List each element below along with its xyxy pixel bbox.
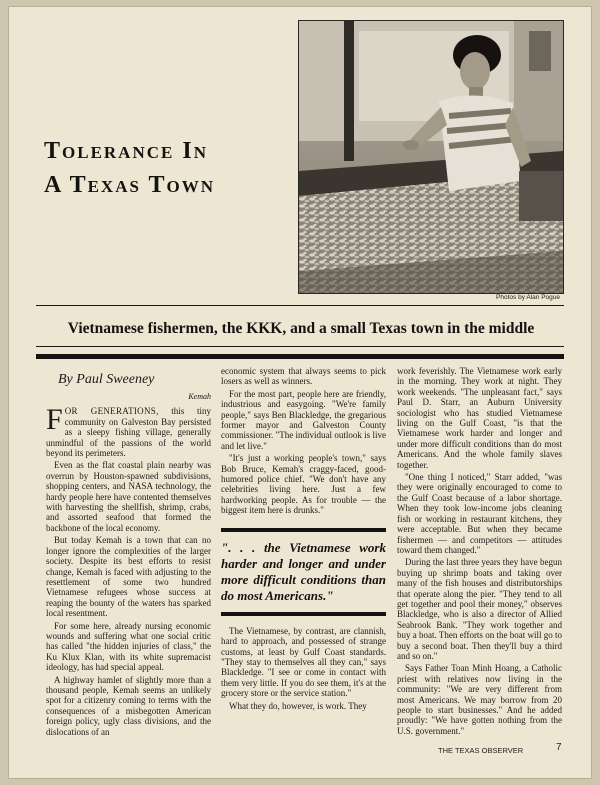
article-title (44, 134, 294, 202)
article-title-line1: Tolerance In (44, 138, 208, 164)
magazine-page (8, 6, 592, 779)
rule-above-subhead (36, 305, 564, 306)
dateline: Kemah (188, 392, 211, 401)
body-paragraph: The Vietnamese, by contrast, are clannish, hard to approach, and possessed of strange customs, at least by Gulf Coast standards. "They stay to themselves all they can," says Blackledge. "I see or come in contact with them very little. If you do see them, it's at the grocery store or the service station." (221, 625, 386, 699)
publication-name: THE TEXAS OBSERVER (438, 746, 524, 755)
lead-text: this tiny community on Galveston Bay persisted as a sleepy fishing village, generally unmindful of the passions of the world beyond its perimeters. (46, 406, 211, 459)
body-paragraph: work feverishly. The Vietnamese work early in the morning. They work at night. They work weekends. "The unpleasant fact," says Paul D. Starr, an Auburn University sociologist who has studied Vietnamese living on the Gulf Coast, "is that the Vietnamese work harder and longer and under more difficult conditions than do most Americans. And the whole family slaves together. (397, 366, 562, 470)
body-paragraph: During the last three years they have begun buying up shrimp boats and taking over many of the fish houses and distributorships that operate along the pier. "They tend to all get together and pool their money," observes Blackledge, who is also a director of Allied Seabrook Bank. "They work together and buy a boat. Then efforts on the boat will go to buy a second boat. Then they'll buy a third and so on." (397, 557, 562, 661)
body-paragraph: A highway hamlet of slightly more than a thousand people, Kemah seems an unlikely spot for a citizenry coming to terms with the consequences of a misbegotten American foreign policy, ugly class divisions, and the dislocations of an (46, 674, 211, 737)
byline: By Paul Sweeney (58, 372, 155, 387)
page-number: 7 (556, 742, 562, 753)
photo-fisherman-illustration (299, 21, 563, 293)
body-paragraph: But today Kemah is a town that can no longer ignore the complexities of the larger society. Despite its best efforts to resist change, Kemah is faced with adjusting to the resettlement of some two hundred Vietnamese refugees whose success at reaping the bounty of the waters has sparked local resentment. (46, 535, 211, 619)
body-paragraph: For the most part, people here are friendly, industrious and easygoing. "We're family people," says Ben Blackledge, the gregarious former mayor and Galveston County commissioner. "The individual outlook is live and let live." (221, 388, 386, 451)
rule-below-subhead (36, 346, 564, 347)
body-paragraph: economic system that always seems to pick losers as well as winners. (221, 366, 386, 387)
body-paragraph: "It's just a working people's town," says Bob Bruce, Kemah's craggy-faced, good-humored police chief. "We don't have any celebrities living here. Just a few hardworking people. As for trouble — the biggest item here is drunks." (221, 453, 386, 516)
text-column-3 (397, 366, 562, 738)
body-paragraph: Says Father Toan Minh Hoang, a Catholic priest with relatives now living in the community: "We are very different from most Americans. We may borrow from 20 people to start businesses." And he added proudly: "We have gotten nothing from the U.S. government." (397, 663, 562, 736)
lead-paragraph (46, 403, 211, 459)
body-paragraph: What they do, however, is work. They (229, 700, 367, 711)
drop-cap: F (46, 403, 63, 437)
article-title-line2: A Texas Town (44, 172, 216, 198)
text-column-1 (46, 366, 211, 739)
pull-quote: ". . . the Vietnamese work harder and longer and under more difficult conditions than do most Americans." (221, 528, 386, 616)
article-photo (298, 20, 564, 294)
body-paragraph: "One thing I noticed," Starr added, "was they were originally encouraged to come to the Gulf Coast because of a labor shortage. When they took low-income jobs cleaning fish or working in restaurant kitchens, they were acceptable. But when they became fishermen — and competitors — attitudes toward them changed." (397, 472, 562, 555)
article-subheadline: Vietnamese fishermen, the KKK, and a small Texas town in the middle (67, 320, 535, 337)
lead-caps: OR GENERATIONS, (64, 406, 159, 417)
body-paragraph: For some here, already nursing economic wounds and suffering what one social critic has called "the hidden injuries of class," the Ku Klux Klan, with its white supremacist ideology, has had special appeal. (46, 620, 211, 673)
photo-credit: Photos by Alan Pogue (496, 294, 560, 301)
body-paragraph: Even as the flat coastal plain nearby was overrun by Houston-spawned subdivisions, shopping centers, and NASA technology, the hardy people here have contented themselves with harvesting the shellfish, shrimp, crabs, and assorted seafood that formed the backbone of the local economy. (46, 460, 211, 533)
heavy-rule (36, 354, 564, 359)
text-column-2 (221, 366, 386, 713)
